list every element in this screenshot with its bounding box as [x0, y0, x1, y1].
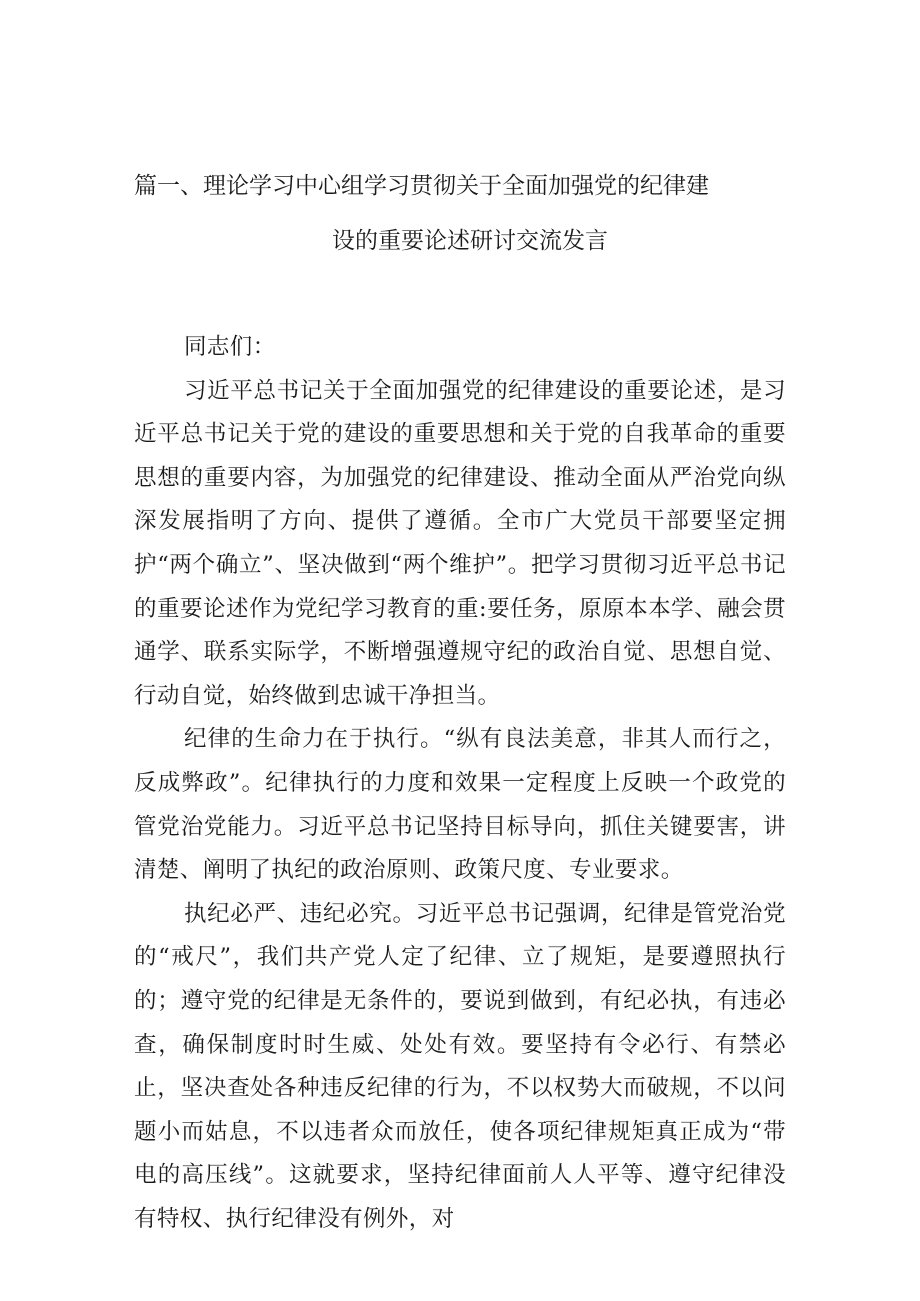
- paragraph-2: 纪律的生命力在于执行。“纵有良法美意，非其人而行之，反成弊政”。纪律执行的力度和效果一定程度上反映一个政党的管党治党能力。习近平总书记坚持目标导向，抓住关键要害，讲清楚、阐明了执纪的政治原则、政策尺度、专业要求。: [134, 726, 786, 884]
- document-title-line-1: 篇一、理论学习中心组学习贯彻关于全面加强党的纪律建: [134, 173, 709, 199]
- paragraph-1: 习近平总书记关于全面加强党的纪律建设的重要论述，是习近平总书记关于党的建设的重要思想和关于党的自我革命的重要思想的重要内容，为加强党的纪律建设、推动全面从严治党向纵深发展指明了方向、提供了遵循。全市广大党员干部要坚定拥护“两个确立”、坚决做到“两个维护”。把学习贯彻习近平总书记的重要论述作为党纪学习教育的重:要任务，原原本本学、融会贯通学、联系实际学，不断增强遵规守纪的政治自觉、思想自觉、行动自觉，始终做到忠诚干净担当。: [134, 377, 786, 709]
- paragraph-3: 执纪必严、违纪必究。习近平总书记强调，纪律是管党治党的“戒尺”，我们共产党人定了纪律、立了规矩，是要遵照执行的；遵守党的纪律是无条件的，要说到做到，有纪必执，有违必查，确保制度时时生威、处处有效。要坚持有令必行、有禁必止，坚决查处各种违反纪律的行为，不以权势大而破规，不以问题小而姑息，不以违者众而放任，使各项纪律规矩真正成为“带电的高压线”。这就要求，坚持纪律面前人人平等、遵守纪律没有特权、执行纪律没有例外，对: [134, 900, 786, 1232]
- document-body: [134, 326, 786, 1241]
- greeting: 同志们：: [184, 334, 276, 360]
- document-title-line-2: 设的重要论述研讨交流发言: [332, 228, 608, 254]
